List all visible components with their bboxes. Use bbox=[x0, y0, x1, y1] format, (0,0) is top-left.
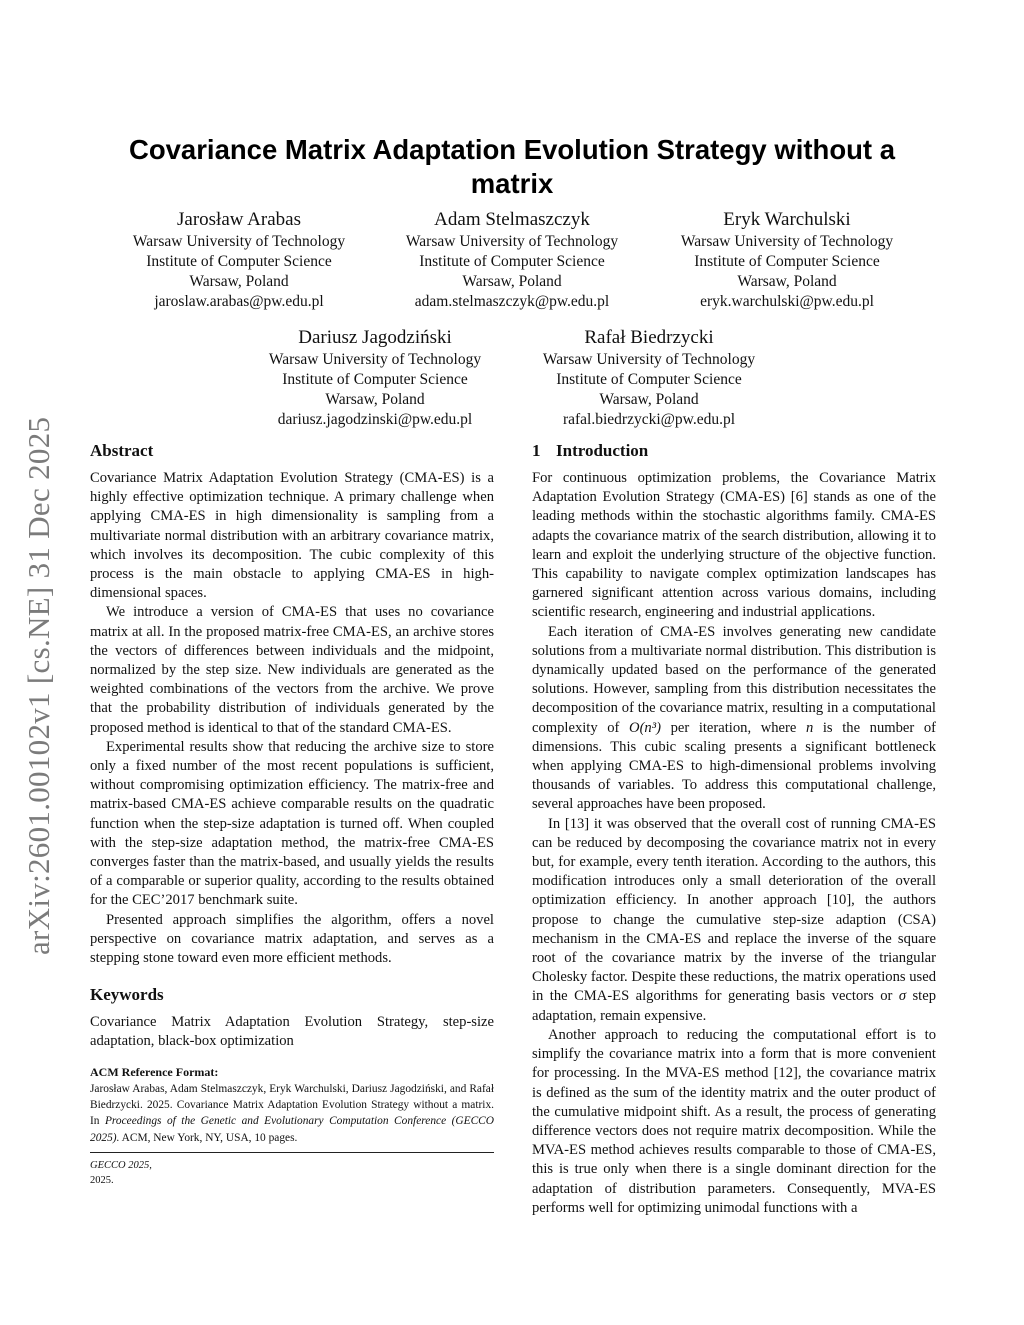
left-column bbox=[90, 440, 494, 1146]
author-department: Institute of Computer Science bbox=[146, 253, 332, 270]
introduction-paragraph: Each iteration of CMA-ES involves generating new candidate solutions from a multivariate normal distribution. This distribution is dynamically updated based on the performance of the generated solutions. However, sampling from this distribution necessitates the decomposition of the covariance matrix, resulting in a computational complexity of O(n³) per iteration, where n is the number of dimensions. This cubic scaling presents a significant bottleneck when applying CMA-ES to high-dimensional problems involving thousands of variables. To address this computational challenge, several approaches have been proposed. bbox=[532, 623, 936, 813]
dimension-symbol: n bbox=[805, 719, 814, 736]
author-name: Adam Stelmaszczyk bbox=[434, 209, 590, 230]
abstract-paragraph: Experimental results show that reducing the archive size to store only a fixed number of the most recent populations is sufficient, without compromising optimization efficiency. The matrix-free and matrix-based CMA-ES achieve comparable results on the quadratic function when the step-size adaptation is turned off. When coupled with the step-size adaptation method, the matrix-free CMA-ES converges faster than the matrix-based, and usually yields the results of a comparable or superior quality, according to the results obtained for the CEC’2017 benchmark suite. bbox=[90, 738, 494, 909]
acm-reference-heading: ACM Reference Format: bbox=[90, 1064, 219, 1079]
footnote-venue: GECCO 2025, bbox=[90, 1160, 152, 1171]
abstract-paragraph: Covariance Matrix Adaptation Evolution Strategy (CMA-ES) is a highly effective optimization technique. A primary challenge when applying CMA-ES in high dimensionality is sampling from a multivariate normal distribution with an arbitrary covariance matrix, which involves its decomposition. The cubic complexity of this process is the main obstacle to applying CMA-ES in high-dimensional spaces. bbox=[90, 470, 494, 602]
abstract-paragraph: We introduce a version of CMA-ES that uses no covariance matrix at all. In the proposed matrix-free CMA-ES, an archive stores the vectors of differences between individuals and the midpoint, normalized by the step size. New individuals are generated as the weighted combinations of the vectors from the archive. We prove that the probability distribution of individuals generated by the proposed method is identical to that of the standard CMA-ES. bbox=[90, 604, 494, 736]
acm-reference-text: Jarosław Arabas, Adam Stelmaszczyk, Eryk Warchulski, Dariusz Jagodziński, and Rafał Biedrzycki. 2025. Covariance Matrix Adaptation Evolution Strategy without a matrix. In Proceedings of the Genetic and Evolutionary Computation Conference (GECCO 2025). ACM, New York, NY, USA, 10 pages. bbox=[90, 1082, 494, 1144]
keywords-text: Covariance Matrix Adaptation Evolution Strategy, step-size adaptation, black-box optimization bbox=[90, 1014, 494, 1050]
author-affiliation: Warsaw University of Technology bbox=[542, 351, 756, 368]
introduction-paragraph: In [13] it was observed that the overall cost of running CMA-ES can be reduced by decomposing the covariance matrix not in every but, for example, every tenth iteration. According to the authors, this modification introduces only a small deterioration of the overall optimization efficiency. In another approach [10], the authors propose to change the cumulative step-size adaption (CSA) mechanism in the CMA-ES and replace the inverse of the square root of the covariance matrix by the inverse of the triangular Cholesky factor. Despite these reductions, the matrix operations used in the CMA-ES algorithms for generating basis vectors or σ step adaptation, remain expensive. bbox=[532, 815, 936, 1024]
author-affiliation: Warsaw University of Technology bbox=[405, 233, 619, 250]
author-email[interactable]: adam.stelmaszczyk@pw.edu.pl bbox=[414, 293, 610, 310]
author-block-4 bbox=[240, 327, 510, 430]
author-affiliation: Warsaw University of Technology bbox=[132, 233, 346, 250]
footnote-divider bbox=[90, 1152, 494, 1153]
author-name: Rafał Biedrzycki bbox=[584, 327, 714, 348]
author-affiliation: Warsaw University of Technology bbox=[680, 233, 894, 250]
introduction-heading: 1 Introduction bbox=[532, 441, 649, 460]
author-name: Jarosław Arabas bbox=[177, 209, 301, 230]
right-column bbox=[532, 440, 936, 1218]
footnote-year: 2025. bbox=[90, 1175, 114, 1186]
conference-footnote bbox=[90, 1158, 152, 1188]
author-block-2 bbox=[377, 209, 647, 312]
author-email[interactable]: eryk.warchulski@pw.edu.pl bbox=[700, 293, 874, 310]
author-department: Institute of Computer Science bbox=[694, 253, 880, 270]
author-affiliation: Warsaw University of Technology bbox=[268, 351, 482, 368]
author-location: Warsaw, Poland bbox=[599, 391, 699, 408]
introduction-paragraph: For continuous optimization problems, the Covariance Matrix Adaptation Evolution Strategy (CMA-ES) [6] stands as one of the leading methods within the stochastic algorithms family. CMA-ES adapts the covariance matrix of the search distribution, allowing it to learn and exploit the underlying structure of the objective function. This capability to navigate complex optimization landscapes has garnered significant attention across various domains, including scientific research, engineering and industrial applications. bbox=[532, 470, 936, 621]
author-block-3 bbox=[652, 209, 922, 312]
author-location: Warsaw, Poland bbox=[462, 273, 562, 290]
sigma-symbol: σ bbox=[898, 988, 907, 1005]
arxiv-identifier-stamp: arXiv:2601.00102v1 [cs.NE] 31 Dec 2025 bbox=[21, 416, 56, 955]
author-email[interactable]: jaroslaw.arabas@pw.edu.pl bbox=[154, 293, 324, 310]
author-name: Dariusz Jagodziński bbox=[298, 327, 452, 348]
section-number: 1 bbox=[532, 441, 541, 460]
introduction-paragraph: Another approach to reducing the computational effort is to simplify the covariance matrix into a form that is more convenient for processing. In the MVA-ES method [12], the covariance matrix is defined as the sum of the identity matrix and the outer product of the cumulative midpoint shift. As a result, the process of generating difference vectors does not require matrix decomposition. While the MVA-ES method achieves results comparable to those of CMA-ES, this is true only when there is a single dominant direction for the adaptation of distribution parameters. Consequently, MVA-ES performs well for optimizing unimodal functions with a bbox=[532, 1026, 936, 1216]
author-location: Warsaw, Poland bbox=[189, 273, 289, 290]
author-department: Institute of Computer Science bbox=[419, 253, 605, 270]
keywords-heading: Keywords bbox=[90, 985, 164, 1005]
author-department: Institute of Computer Science bbox=[282, 371, 468, 388]
acm-reference-format bbox=[90, 1064, 494, 1146]
author-email[interactable]: dariusz.jagodzinski@pw.edu.pl bbox=[277, 411, 473, 428]
acm-reference-venue: Proceedings of the Genetic and Evolutionary Computation Conference (GECCO 2025). bbox=[90, 1115, 494, 1144]
paper-title: Covariance Matrix Adaptation Evolution Strategy without a matrix bbox=[128, 134, 896, 199]
author-email[interactable]: rafal.biedrzycki@pw.edu.pl bbox=[562, 411, 736, 428]
author-department: Institute of Computer Science bbox=[556, 371, 742, 388]
author-name: Eryk Warchulski bbox=[723, 209, 851, 230]
abstract-paragraph: Presented approach simplifies the algorithm, offers a novel perspective on covariance matrix adaptation, and serves as a stepping stone toward even more efficient methods. bbox=[90, 911, 494, 967]
author-location: Warsaw, Poland bbox=[737, 273, 837, 290]
author-block-5 bbox=[514, 327, 784, 430]
author-location: Warsaw, Poland bbox=[325, 391, 425, 408]
complexity-formula: O(n³) bbox=[629, 719, 661, 736]
author-block-1 bbox=[104, 209, 374, 312]
abstract-heading: Abstract bbox=[90, 441, 154, 460]
